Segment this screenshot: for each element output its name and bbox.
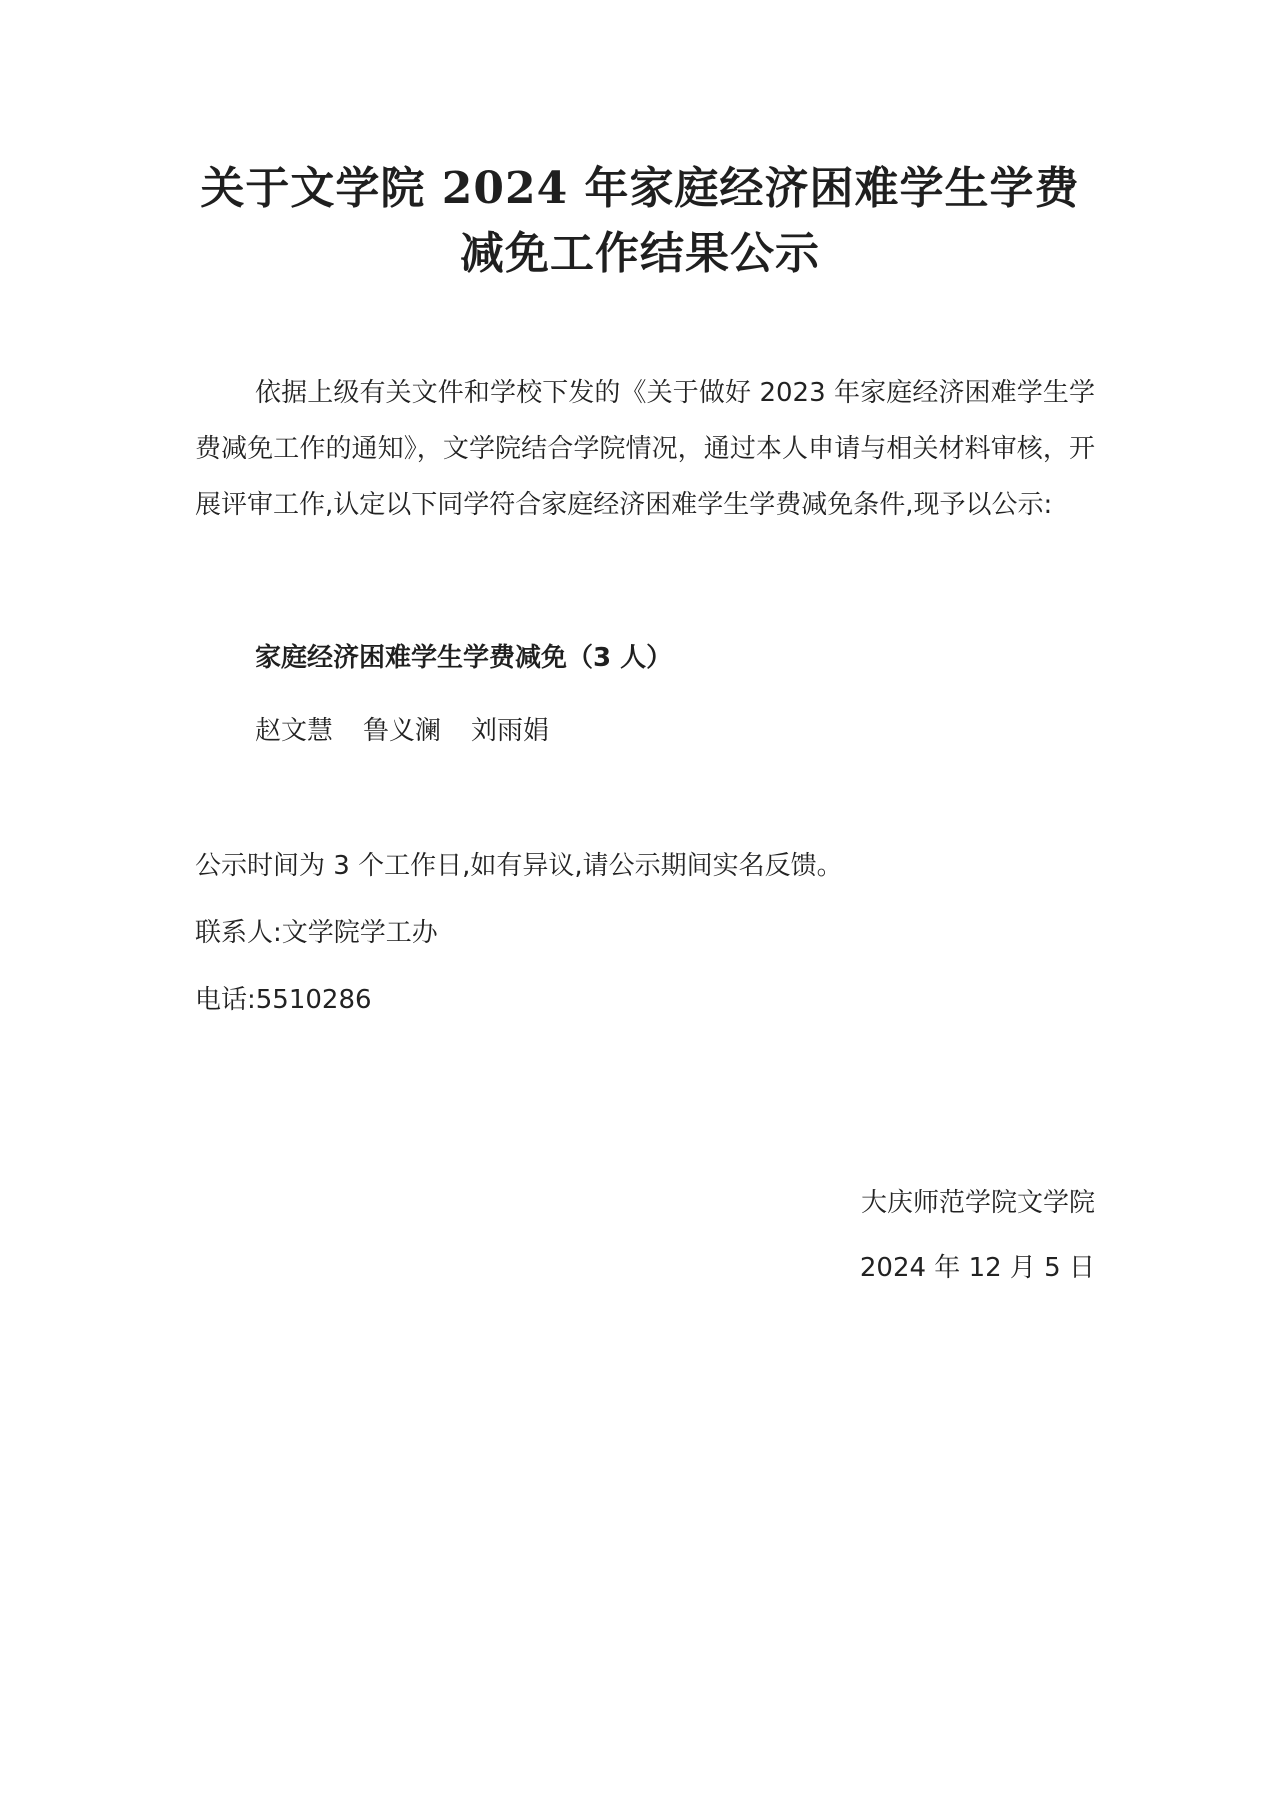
student-name: 鲁义澜 <box>363 716 442 746</box>
issue-date: 2024 年 12 月 5 日 <box>859 1253 1095 1283</box>
issuing-organization: 大庆师范学院文学院 <box>860 1188 1095 1218</box>
intro-paragraph: 依据上级有关文件和学校下发的《关于做好 2023 年家庭经济困难学生学费减免工作的通知》，文学院结合学院情况，通过本人申请与相关材料审核，开展评审工作,认定以下同学符合家庭经济困难学生学费减免条件,现予以公示: <box>195 378 1095 520</box>
document-title-line-1: 关于文学院 2024 年家庭经济困难学生学费 <box>200 163 1080 214</box>
document-title-line-2: 减免工作结果公示 <box>460 228 820 279</box>
student-name: 刘雨娟 <box>471 716 550 746</box>
names-list <box>255 703 549 759</box>
phone-text: 电话:5510286 <box>195 985 372 1015</box>
contact-text: 联系人:文学院学工办 <box>195 918 438 948</box>
student-name: 赵文慧 <box>255 716 334 746</box>
notice-period-text: 公示时间为 3 个工作日,如有异议,请公示期间实名反馈。 <box>195 851 843 881</box>
category-heading: 家庭经济困难学生学费减免（3 人） <box>255 643 673 673</box>
